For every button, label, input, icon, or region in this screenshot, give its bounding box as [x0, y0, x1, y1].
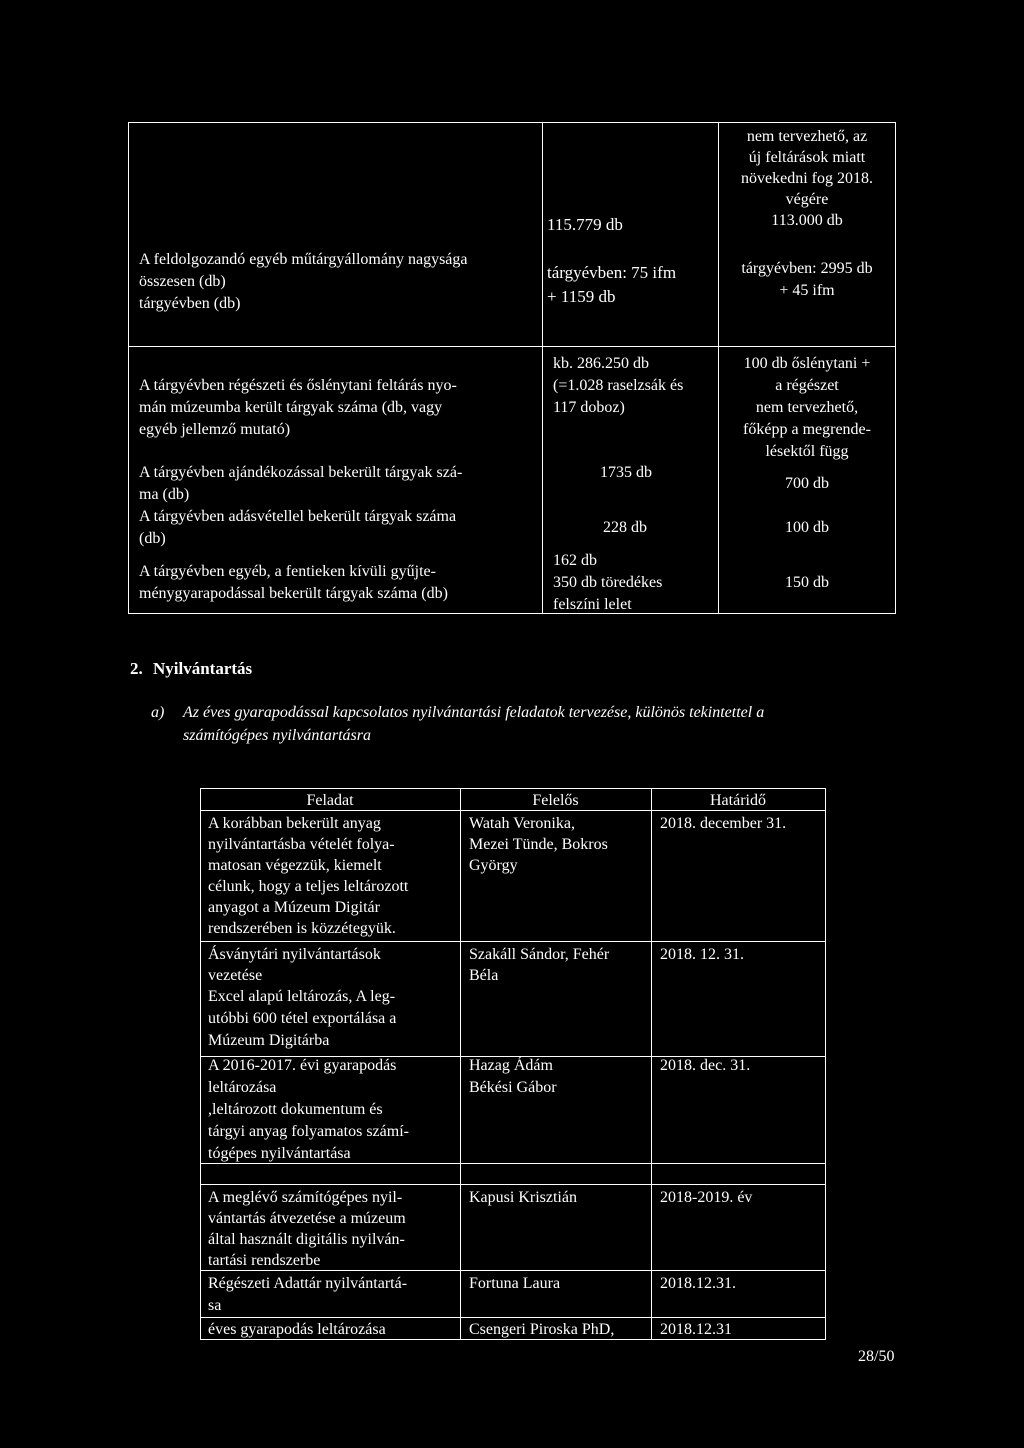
row1-col3-note-1: nem tervezhető, az — [746, 128, 868, 145]
t2-row5-resp-1: Fortuna Laura — [469, 1275, 561, 1292]
row4-label-line2: (db) — [139, 530, 166, 547]
t2-row5-task-1: Régészeti Adattár nyilvántartá- — [208, 1275, 408, 1292]
t2-row1-task-1: A korábban bekerült anyag — [208, 815, 381, 832]
t2-row1-task-4: célunk, hogy a teljes leltározott — [208, 878, 409, 895]
row5-label-line1: A tárgyévben egyéb, a fentieken kívüli gyűjte- — [139, 563, 436, 580]
t2-row3-resp-2: Békési Gábor — [469, 1079, 557, 1096]
t2-row6-task-1: éves gyarapodás leltározása — [208, 1321, 386, 1338]
t2-row2-task-2: vezetése — [208, 967, 263, 984]
header-deadline: Határidő — [710, 792, 766, 809]
t2-row1-resp-1: Watah Veronika, — [469, 815, 575, 832]
t2-row2-deadline: 2018. 12. 31. — [660, 946, 744, 963]
item-text-line1: Az éves gyarapodással kapcsolatos nyilvántartási feladatok tervezése, különös tekintettel a — [183, 704, 765, 721]
t2-row6-resp-1: Csengeri Piroska PhD, — [469, 1321, 615, 1338]
row5-col3: 150 db — [785, 574, 829, 591]
row2-label-line2: mán múzeumba került tárgyak száma (db, vagy — [139, 399, 443, 416]
row5-col2-line1: 162 db — [553, 552, 597, 569]
t2-row2-resp-2: Béla — [469, 967, 499, 984]
t2-row5-deadline: 2018.12.31. — [660, 1275, 736, 1292]
row1-label-line2: összesen (db) — [139, 273, 226, 290]
t2-row1-task-5: anyagot a Múzeum Digitár — [208, 899, 380, 916]
t2-row2-task-5: Múzeum Digitárba — [208, 1032, 330, 1049]
row1-col2-total: 115.779 db — [547, 215, 623, 234]
row1-col3-year-line2: + 45 ifm — [779, 282, 835, 299]
row2-label-line3: egyéb jellemző mutató) — [139, 421, 291, 438]
row4-label-line1: A tárgyévben adásvétellel bekerült tárgyak száma — [139, 508, 457, 525]
row2-col3-line5: lésektől függ — [765, 443, 849, 460]
row4-col3: 100 db — [785, 519, 829, 536]
t2-row1-task-3: matosan végezzük, kiemelt — [208, 857, 382, 874]
t2-row3-task-2: leltározása — [208, 1079, 277, 1096]
t2-row6-deadline: 2018.12.31 — [660, 1321, 732, 1338]
row1-col3-note-3: növekedni fog 2018. — [741, 170, 873, 187]
row1-col2-year-line2: + 1159 db — [547, 287, 616, 306]
t2-row3-task-4: tárgyi anyag folyamatos számí- — [208, 1123, 409, 1140]
row3-col3: 700 db — [785, 475, 829, 492]
item-label: a) — [151, 704, 165, 721]
t2-row4-task-2: vántartás átvezetése a múzeum — [208, 1210, 406, 1227]
t2-row3-resp-1: Hazag Ádám — [469, 1057, 553, 1074]
row1-col3-year-line1: tárgyévben: 2995 db — [741, 260, 873, 277]
t2-row2-task-4: utóbbi 600 tétel exportálása a — [208, 1010, 397, 1027]
row2-col3-line2: a régészet — [775, 377, 839, 394]
t2-row4-task-3: által használt digitális nyilván- — [208, 1231, 405, 1248]
section-title: Nyilvántartás — [153, 659, 253, 678]
t2-row1-resp-2: Mezei Tünde, Bokros — [469, 836, 608, 853]
t2-row4-task-1: A meglévő számítógépes nyil- — [208, 1189, 403, 1206]
row2-col2-line3: 117 doboz) — [553, 399, 625, 416]
row1-label-line3: tárgyévben (db) — [139, 295, 241, 312]
row3-label-line1: A tárgyévben ajándékozással bekerült tárgyak szá- — [139, 464, 463, 481]
t2-row3-task-3: ,leltározott dokumentum és — [208, 1101, 383, 1118]
row1-col2-year-line1: tárgyévben: 75 ifm — [547, 263, 677, 282]
header-responsible: Felelős — [532, 792, 579, 809]
section-number: 2. — [130, 659, 143, 678]
row1-col3-total: 113.000 db — [771, 212, 843, 229]
t2-row4-task-4: tartási rendszerbe — [208, 1252, 321, 1269]
row5-col2-line3: felszíni lelet — [553, 596, 632, 613]
t2-row1-task-6: rendszerében is közzétegyük. — [208, 920, 396, 937]
row1-col3-note-4: végére — [785, 191, 829, 208]
row4-col2: 228 db — [603, 519, 647, 536]
t2-row2-resp-1: Szakáll Sándor, Fehér — [469, 946, 610, 963]
t2-row1-deadline: 2018. december 31. — [660, 815, 787, 832]
row2-col3-line4: főképp a megrende- — [743, 421, 871, 438]
t2-row3-task-1: A 2016-2017. évi gyarapodás — [208, 1057, 397, 1074]
row3-col2: 1735 db — [600, 464, 652, 481]
t2-row3-deadline: 2018. dec. 31. — [660, 1057, 751, 1074]
t2-row2-task-1: Ásványtári nyilvántartások — [208, 946, 381, 963]
t2-row4-deadline: 2018-2019. év — [660, 1189, 753, 1206]
t2-row5-task-2: sa — [208, 1297, 222, 1314]
row2-col3-line1: 100 db őslénytani + — [743, 355, 871, 372]
item-text-line2: számítógépes nyilvántartásra — [183, 727, 371, 744]
t2-row3-task-5: tógépes nyilvántartása — [208, 1145, 351, 1162]
t2-row2-task-3: Excel alapú leltározás, A leg- — [208, 988, 396, 1005]
row2-col3-line3: nem tervezhető, — [755, 399, 859, 416]
row1-col3-note-2: új feltárások miatt — [748, 149, 866, 166]
t2-row1-resp-3: György — [469, 857, 518, 874]
page-number: 28/50 — [858, 1348, 895, 1365]
row5-label-line2: ménygyarapodással bekerült tárgyak száma (db) — [139, 585, 448, 602]
header-task: Feladat — [306, 792, 354, 809]
row2-col2-line1: kb. 286.250 db — [553, 355, 649, 372]
t2-row1-task-2: nyilvántartásba vételét folya- — [208, 836, 395, 853]
row2-label-line1: A tárgyévben régészeti és őslénytani feltárás nyo- — [139, 377, 457, 394]
t2-row4-resp-1: Kapusi Krisztián — [469, 1189, 577, 1206]
row2-col2-line2: (=1.028 raselzsák és — [553, 377, 684, 394]
row5-col2-line2: 350 db töredékes — [553, 574, 663, 591]
row1-label-line1: A feldolgozandó egyéb műtárgyállomány nagysága — [139, 251, 468, 268]
row3-label-line2: ma (db) — [139, 486, 190, 503]
